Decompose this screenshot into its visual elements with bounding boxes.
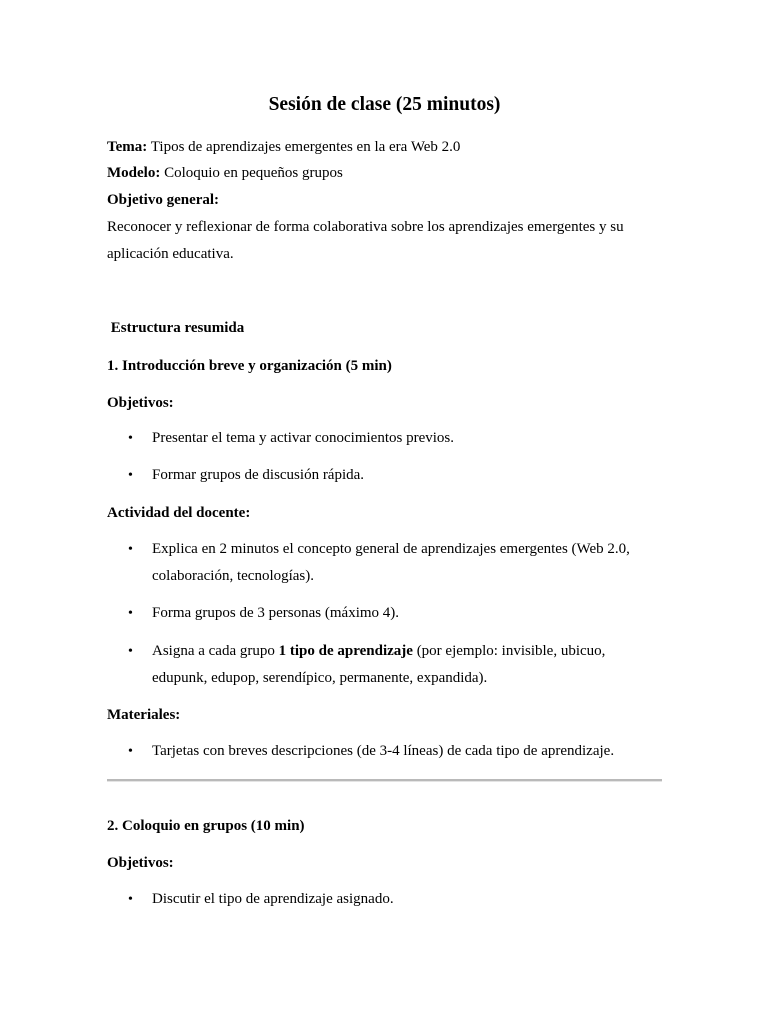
- bullet-icon: •: [128, 644, 133, 659]
- section2-objetivos-label: Objetivos:: [107, 855, 174, 871]
- objetivo-general-text-line2: aplicación educativa.: [107, 246, 234, 262]
- actividad-3-post: (por ejemplo: invisible, ubicuo,: [412, 643, 606, 659]
- actividad-3-bold: 1 tipo de aprendizaje: [278, 643, 413, 659]
- tema-line: [107, 137, 460, 157]
- materiales-label: Materiales:: [107, 707, 181, 723]
- list-item-text: Tarjetas con breves descripciones (de 3-4 líneas) de cada tipo de aprendizaje.: [152, 743, 615, 759]
- bullet-icon: •: [128, 892, 133, 907]
- tema-value: Tipos de aprendizajes emergentes en la era Web 2.0: [147, 139, 461, 155]
- actividad-1-line1: Explica en 2 minutos el concepto general de aprendizajes emergentes (Web 2.0,: [152, 541, 630, 557]
- modelo-value: Coloquio en pequeños grupos: [160, 165, 343, 181]
- list-item-text: [152, 638, 662, 692]
- list-item-text: Forma grupos de 3 personas (máximo 4).: [152, 605, 400, 621]
- bullet-icon: •: [128, 606, 133, 621]
- objetivo-general-text-line1: Reconocer y reflexionar de forma colaborativa sobre los aprendizajes emergentes y su: [107, 219, 624, 235]
- section1-objetivos-label: Objetivos:: [107, 395, 174, 411]
- objetivo-general-label: Objetivo general:: [107, 192, 220, 208]
- estructura-heading: Estructura resumida: [107, 320, 245, 336]
- modelo-label: Modelo:: [107, 165, 161, 181]
- page-title: Sesión de clase (25 minutos): [268, 94, 501, 115]
- actividad-docente-label: Actividad del docente:: [107, 505, 251, 521]
- actividad-3-pre: Asigna a cada grupo: [152, 643, 279, 659]
- modelo-line: [107, 163, 343, 183]
- list-item-text: Discutir el tipo de aprendizaje asignado.: [152, 891, 394, 907]
- actividad-3-line2: edupunk, edupop, serendípico, permanente, expandida).: [152, 670, 488, 686]
- section2-heading: 2. Coloquio en grupos (10 min): [107, 818, 305, 834]
- section1-heading: 1. Introducción breve y organización (5 min): [107, 358, 392, 374]
- actividad-1-line2: colaboración, tecnologías).: [152, 568, 315, 584]
- bullet-icon: •: [128, 431, 133, 446]
- horizontal-divider: [107, 779, 662, 782]
- bullet-icon: •: [128, 744, 133, 759]
- list-item-text: [152, 536, 662, 590]
- list-item-text: Presentar el tema y activar conocimientos previos.: [152, 430, 454, 446]
- list-item-text: Formar grupos de discusión rápida.: [152, 467, 365, 483]
- bullet-icon: •: [128, 468, 133, 483]
- bullet-icon: •: [128, 542, 133, 557]
- tema-label: Tema:: [107, 139, 148, 155]
